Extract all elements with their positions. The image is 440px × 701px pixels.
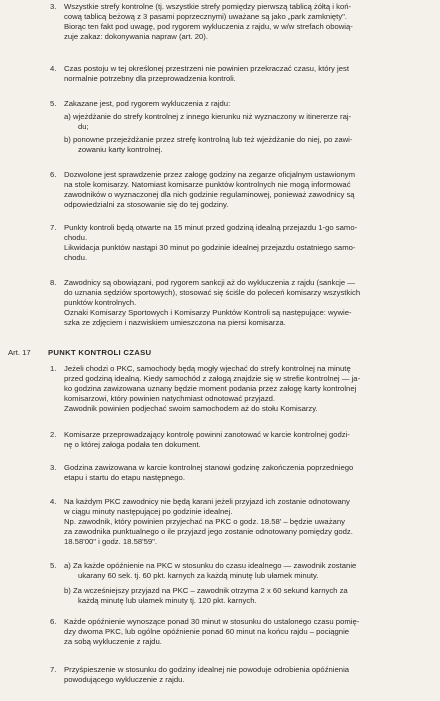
text-line: b) Za wcześniejszy przyjazd na PKC – zawodnik otrzyma 2 x 60 sekund karnych za xyxy=(64,586,348,595)
text-line: Godzina zawizowana w karcie kontrolnej stanowi godzinę zakończenia poprzedniego xyxy=(64,463,354,472)
text-line: normalnie potrzebny dla przeprowadzenia kontroli. xyxy=(64,74,236,83)
text-line: w ciągu minuty następującej po godzinie idealnej. xyxy=(64,507,233,516)
article-paragraph-5 xyxy=(64,561,430,606)
text-line: za zawodnika punktualnego o ile przyjazd jego zostanie odnotowany pomiędzy godz. xyxy=(64,527,353,536)
text-line: Punkty kontroli będą otwarte na 15 minut przed godziną idealną przejazdu 1-go samo- xyxy=(64,223,358,232)
text-line: ukarany 60 sek. tj. 60 pkt. karnych za każdą minutę lub ułamek minuty. xyxy=(78,571,319,580)
text-line: 18.58'00" i godz. 18.58'59". xyxy=(64,537,158,546)
text-line: etapu i startu do etapu następnego. xyxy=(64,473,185,482)
paragraph-item-8 xyxy=(64,278,430,328)
text-line: na stole komisarzy. Natomiast komisarze punktów kontrolnych nie mogą informować xyxy=(64,180,351,189)
text-line: Dozwolone jest sprawdzenie przez załogę godziny na zegarze oficjalnym ustawionym xyxy=(64,170,355,179)
item-number: 3. xyxy=(50,463,57,472)
article-paragraph-3 xyxy=(64,463,430,483)
article-paragraph-7 xyxy=(64,665,430,685)
text-line: ko godzina zawizowana uznany będzie moment podania przez załogę karty kontrolnej xyxy=(64,384,357,393)
item-number: 1. xyxy=(50,364,57,373)
text-line: Komisarze przeprowadzający kontrolę powinni zanotować w karcie kontrolnej godzi- xyxy=(64,430,350,439)
text-line: Zawodnicy są obowiązani, pod rygorem sankcji aż do wykluczenia z rajdu (sankcje — xyxy=(64,278,355,287)
text-line: przed godziną idealną. Kiedy samochód z załogą znajdzie się w strefie kontrolnej — ja- xyxy=(64,374,361,383)
text-line: Przyśpieszenie w stosunku do godziny idealnej nie powoduje odrobienia opóźnienia xyxy=(64,665,350,674)
text-line: Na każdym PKC zawodnicy nie będą karani jeżeli przyjazd ich zostanie odnotowany xyxy=(64,497,350,506)
text-line: szka ze zdjęciem i nazwiskiem umieszczona na piersi komisarza. xyxy=(64,318,286,327)
text-line: Czas postoju w tej określonej przestrzeni nie powinien przekraczać czasu, który jest xyxy=(64,64,349,73)
article-label: Art. 17 xyxy=(8,348,31,357)
text-line: zawodników o wyznaczonej dla nich godzinie regulaminowej, ponieważ zawodnicy są xyxy=(64,190,355,199)
text-line: odpowiedzialni za stosowanie się do tej godziny. xyxy=(64,200,229,209)
paragraph-item-5 xyxy=(64,99,430,155)
text-line: nę o której załoga podała ten dokument. xyxy=(64,440,201,449)
text-line: Likwidacja punktów nastąpi 30 minut po godzinie idealnej przejazdu ostatniego samo- xyxy=(64,243,356,252)
paragraph-item-4 xyxy=(64,64,430,84)
text-line: Wszystkie strefy kontrolne (tj. wszystkie strefy pomiędzy pierwszą tablicą żółtą i koń- xyxy=(64,2,352,11)
item-number: 5. xyxy=(50,99,57,108)
text-line: każdą minutę lub ułamek minuty tj. 120 pkt. karnych. xyxy=(78,596,257,605)
text-line: Zakazane jest, pod rygorem wykluczenia z rajdu: xyxy=(64,99,231,108)
article-title: PUNKT KONTROLI CZASU xyxy=(48,348,152,357)
text-line: do uznania sędziów sportowych), stosować się ściśle do poleceń komisarzy wszystkich xyxy=(64,288,361,297)
article-paragraph-2 xyxy=(64,430,430,450)
text-line: du; xyxy=(78,122,89,131)
article-paragraph-1 xyxy=(64,364,430,414)
item-number: 5. xyxy=(50,561,57,570)
text-line: dzy dwoma PKC, lub ogólne opóźnienie ponad 60 minut na końcu rajdu – pociągnie xyxy=(64,627,350,636)
paragraph-item-6 xyxy=(64,170,430,210)
item-number: 7. xyxy=(50,223,57,232)
paragraph-item-7 xyxy=(64,223,430,263)
item-number: 7. xyxy=(50,665,57,674)
text-line: a) Za każde opóźnienie na PKC w stosunku do czasu idealnego — zawodnik zostanie xyxy=(64,561,357,570)
text-line: Np. zawodnik, który powinien przyjechać na PKC o godz. 18.58' – będzie uważany xyxy=(64,517,345,526)
text-line: Zawodnik powinien podjechać swoim samochodem aż do stołu Komisarzy. xyxy=(64,404,318,413)
text-line: chodu. xyxy=(64,233,88,242)
article-paragraph-6 xyxy=(64,617,430,647)
item-number: 6. xyxy=(50,170,57,179)
paragraph-item-3 xyxy=(64,2,430,42)
text-line: Biorąc ten fakt pod uwagę, pod rygorem wykluczenia z rajdu, w w/w strefach obowią- xyxy=(64,22,353,31)
text-line: Oznaki Komisarzy Sportowych i Komisarzy Punktów Kontroli są następujące: wywie- xyxy=(64,308,352,317)
item-number: 3. xyxy=(50,2,57,11)
text-line: a) wjeżdżanie do strefy kontrolnej z innego kierunku niż wyznaczony w itinererze raj- xyxy=(64,112,352,121)
text-line: punktów kontrolnych. xyxy=(64,298,137,307)
text-line: cową tablicą beżową z 3 pasami poprzecznymi) uważane są jako „park zamknięty". xyxy=(64,12,348,21)
text-line: zuje zakaz: dokonywania napraw (art. 20). xyxy=(64,32,209,41)
text-line: b) ponowne przejeżdżanie przez strefę kontrolną lub też wjeżdżanie do niej, po zawi- xyxy=(64,135,353,144)
item-number: 4. xyxy=(50,497,57,506)
text-line: Jeżeli chodzi o PKC, samochody będą mogły wjechać do strefy kontrolnej na minutę xyxy=(64,364,351,373)
text-line: chodu. xyxy=(64,253,88,262)
text-line: Każde opóźnienie wynoszące ponad 30 minut w stosunku do ustalonego czasu pomię- xyxy=(64,617,360,626)
article-paragraph-4 xyxy=(64,497,430,547)
item-number: 8. xyxy=(50,278,57,287)
item-number: 4. xyxy=(50,64,57,73)
text-line: za sobą wykluczenie z rajdu. xyxy=(64,637,162,646)
text-line: zowaniu karty kontrolnej. xyxy=(78,145,163,154)
text-line: komisarzowi, który powinien natychmiast odnotować przyjazd. xyxy=(64,394,276,403)
item-number: 6. xyxy=(50,617,57,626)
text-line: powodującego wykluczenie z rajdu. xyxy=(64,675,185,684)
item-number: 2. xyxy=(50,430,57,439)
